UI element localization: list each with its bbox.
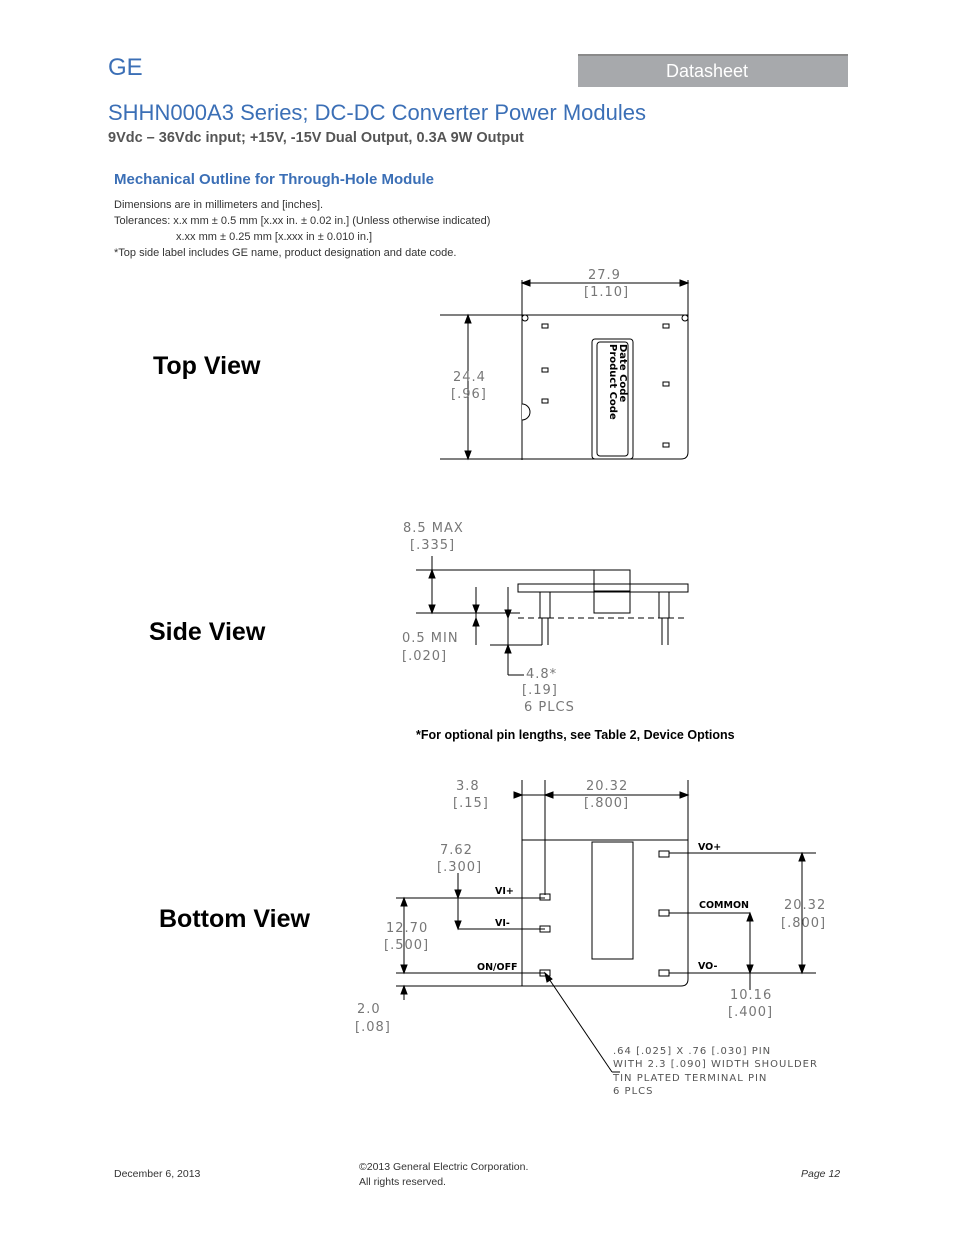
pin-vi-minus: VI- (495, 918, 510, 929)
pin-on-off: ON/OFF (477, 962, 518, 973)
product-code-label: Product Code (607, 344, 618, 420)
side-max-in: [.335] (410, 538, 456, 553)
side-min-in: [.020] (402, 649, 448, 664)
callout-line-1: .64 [.025] X .76 [.030] PIN (613, 1046, 772, 1057)
callout-line-4: 6 PLCS (613, 1086, 654, 1097)
banner-label: Datasheet (666, 61, 749, 81)
section-heading: Mechanical Outline for Through-Hole Module (114, 171, 435, 188)
top-width-mm: 27.9 (588, 268, 621, 283)
ge-logo: GE (108, 54, 143, 81)
side-max-mm: 8.5 MAX (403, 521, 464, 536)
side-pin-in: [.19] (522, 683, 558, 698)
side-view-drawing (416, 556, 688, 675)
top-height-mm: 24.4 (453, 370, 486, 385)
footer-copyright-2: All rights reserved. (359, 1176, 446, 1188)
bottom-d6-in: [.800] (781, 916, 827, 931)
top-height-in: [.96] (451, 387, 487, 402)
footer-page-number: Page 12 (801, 1168, 841, 1180)
side-min-mm: 0.5 MIN (402, 631, 459, 646)
note-tolerance-1: Tolerances: x.x mm ± 0.5 mm [x.xx in. ± 0.02 in.] (Unless otherwise indicated) (114, 215, 491, 227)
bottom-view-label: Bottom View (159, 905, 310, 933)
page-subtitle: 9Vdc – 36Vdc input; +15V, -15V Dual Output, 0.3A 9W Output (108, 130, 524, 146)
pin-length-footnote: *For optional pin lengths, see Table 2, Device Options (416, 728, 735, 742)
side-pin-mm: 4.8* (526, 667, 558, 682)
bottom-view-drawing (396, 780, 816, 1072)
pin-vo-plus: VO+ (698, 842, 722, 853)
top-view-label: Top View (153, 352, 261, 380)
pin-vi-plus: VI+ (495, 886, 514, 897)
pin-common: COMMON (699, 900, 749, 911)
bottom-d4-mm: 12.70 (386, 921, 429, 936)
callout-line-2: WITH 2.3 [.090] WIDTH SHOULDER (613, 1059, 818, 1070)
note-label: *Top side label includes GE name, product designation and date code. (114, 247, 457, 259)
bottom-d3-in: [.300] (437, 860, 483, 875)
bottom-d1-mm: 3.8 (456, 779, 480, 794)
bottom-d4-in: [.500] (384, 938, 430, 953)
bottom-d1-in: [.15] (453, 796, 489, 811)
side-pin-count: 6 PLCS (524, 700, 575, 715)
top-width-in: [1.10] (584, 285, 630, 300)
footer-date: December 6, 2013 (114, 1168, 201, 1180)
note-tolerance-2: x.xx mm ± 0.25 mm [x.xxx in ± 0.010 in.] (176, 231, 373, 243)
bottom-d6-mm: 20.32 (784, 898, 827, 913)
callout-line-3: TIN PLATED TERMINAL PIN (613, 1073, 768, 1084)
bottom-d7-mm: 10.16 (730, 988, 773, 1003)
page-title: SHHN000A3 Series; DC-DC Converter Power Modules (108, 100, 646, 125)
date-code-label: Date Code (617, 344, 628, 403)
bottom-d2-in: [.800] (584, 796, 630, 811)
bottom-d7-in: [.400] (728, 1005, 774, 1020)
side-view-label: Side View (149, 618, 266, 646)
bottom-d5-mm: 2.0 (357, 1002, 381, 1017)
bottom-d2-mm: 20.32 (586, 779, 629, 794)
note-dimensions: Dimensions are in millimeters and [inches]. (114, 199, 324, 211)
footer-copyright-1: ©2013 General Electric Corporation. (359, 1161, 529, 1173)
bottom-d3-mm: 7.62 (440, 843, 473, 858)
pin-vo-minus: VO- (698, 961, 718, 972)
bottom-d5-in: [.08] (355, 1020, 391, 1035)
